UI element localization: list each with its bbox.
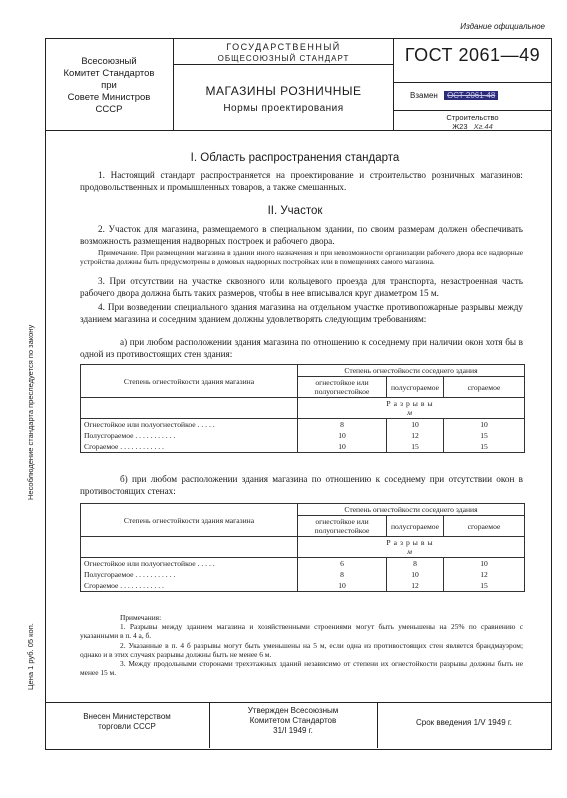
table-b-col2-header: полусгораемое [387, 516, 444, 537]
table-a-unit-row: Разрывы [386, 399, 436, 408]
group-line-2: Ж23 [452, 122, 468, 131]
table-a-col2-header: полусгораемое [387, 377, 444, 398]
footer-approved-line-1: Утвержден Всесоюзным [247, 706, 339, 715]
table-a [80, 364, 525, 453]
table-b-col3-header: сгораемое [444, 516, 525, 537]
note-item: 1. Разрывы между зданием магазина и хозяйственными строениями могут быть уменьшены на 25% по сравнению с указанными в п. 4 а, б. [80, 622, 523, 641]
paragraph-4a: а) при любом расположении здания магазина по отношению к соседнему при наличии окон хотя бы в одной из противостоящих стен здания: [80, 337, 523, 359]
note-item: 2. Указанные в п. 4 б разрывы могут быть уменьшены на 5 м, если одна из противостоящих стен является брандмауэром; однако и в этих случаях разрывы должны быть не менее 6 м. [80, 640, 523, 659]
standard-title: МАГАЗИНЫ РОЗНИЧНЫЕ [205, 84, 362, 98]
table-b-group-header: Степень огнестойкости соседнего здания [298, 504, 525, 516]
paragraph-4b: б) при любом расположении здания магазина по отношению к соседнему при отсутствии окон в противостоящих стенах: [80, 474, 523, 496]
state-standard-line: ГОСУДАРСТВЕННЫЙ [226, 42, 341, 52]
replace-label: Взамен [410, 91, 438, 100]
committee-line-3: при [101, 80, 117, 91]
paragraph-3: 3. При отсутствии на участке сквозного или кольцевого проезда для транспорта, незастроенная часть рабочего двора должна быть таких размеров, чтобы в нее вписывался круг диаметром 15 м. [80, 276, 523, 298]
gost-number: ГОСТ 2061—49 [404, 45, 541, 65]
table-a-group-header: Степень огнестойкости соседнего здания [298, 365, 525, 377]
table-a-unit: м [407, 408, 415, 417]
paragraph-1: 1. Настоящий стандарт распространяется на проектирование и строительство розничных магазинов: продовольственных и промышленных товаров, а также смешанных. [80, 170, 523, 192]
table-b-unit-row: Разрывы [386, 538, 436, 547]
note-1: Примечание. При размещении магазина в здании иного назначения и при невозможности организации рабочего двора все надворные устройства должны быть предусмотрены в домовых надворных постройках или в помещениях самого магазина. [80, 248, 523, 267]
table-row: Огнестойкое или полуогнестойкое . . . . . 6 8 10 [81, 558, 525, 570]
footer-approved-date: 31/I 1949 г. [273, 726, 313, 735]
footer-approved-line-2: Комитетом Стандартов [249, 716, 337, 725]
committee-line-2: Комитет Стандартов [63, 68, 155, 79]
table-b-col1-header: огнестойкое или полуогнестойкое [298, 516, 387, 537]
group-line-1: Строительство [446, 113, 499, 122]
edition-label: Издание официальное [460, 22, 545, 31]
table-b [80, 503, 525, 592]
committee-line-1: Всесоюзный [81, 56, 137, 67]
group-handwritten: Хг.44 [473, 122, 493, 131]
section-2-title: II. Участок [267, 205, 323, 217]
committee-line-5: СССР [95, 104, 123, 115]
table-row: Полусгораемое . . . . . . . . . . . 8 10 12 [81, 569, 525, 580]
table-b-unit: м [407, 547, 415, 556]
standard-subtitle: Нормы проектирования [223, 103, 344, 114]
note-item: 3. Между продольными сторонами трехэтажных зданий независимо от степени их огнестойкости разрывы должны быть не менее 15 м. [80, 659, 523, 678]
footer-submitted-line-1: Внесен Министерством [83, 712, 171, 721]
section-1-title: I. Область распространения стандарта [190, 152, 400, 164]
table-a-col0-header: Степень огнестойкости здания магазина [81, 365, 298, 398]
notes-block [80, 613, 523, 677]
committee-block [47, 56, 171, 116]
table-row: Сгораемое . . . . . . . . . . . . 10 15 15 [81, 441, 525, 453]
footer-effective-date: Срок введения 1/V 1949 г. [415, 718, 513, 727]
paragraph-2: 2. Участок для магазина, размещаемого в специальном здании, по своим размерам должен обеспечивать возможность размещения надворных построек и рабочего двора. [80, 224, 523, 246]
table-a-col3-header: сгораемое [444, 377, 525, 398]
table-a-col1-header: огнестойкое или полуогнестойкое [298, 377, 387, 398]
replace-value: ОСТ 2061-48 [444, 91, 498, 100]
table-row: Огнестойкое или полуогнестойкое . . . . . 8 10 10 [81, 419, 525, 431]
committee-line-4: Совете Министров [67, 92, 151, 103]
table-b-col0-header: Степень огнестойкости здания магазина [81, 504, 298, 537]
union-standard-line: ОБЩЕСОЮЗНЫЙ СТАНДАРТ [217, 54, 350, 63]
table-row: Сгораемое . . . . . . . . . . . . 10 12 15 [81, 580, 525, 592]
side-law-text: Несоблюдение стандарта преследуется по закону [26, 324, 35, 500]
paragraph-4: 4. При возведении специального здания магазина на отдельном участке противопожарные разрывы между зданием магазина и соседним зданием должны удовлетворять следующим требованиям: [80, 302, 523, 324]
side-price-text: Цена 1 руб. 05 коп. [26, 623, 35, 690]
footer-submitted-line-2: торговли СССР [98, 722, 156, 731]
notes-title: Примечания: [120, 613, 162, 622]
table-row: Полусгораемое . . . . . . . . . . . 10 12 15 [81, 430, 525, 441]
